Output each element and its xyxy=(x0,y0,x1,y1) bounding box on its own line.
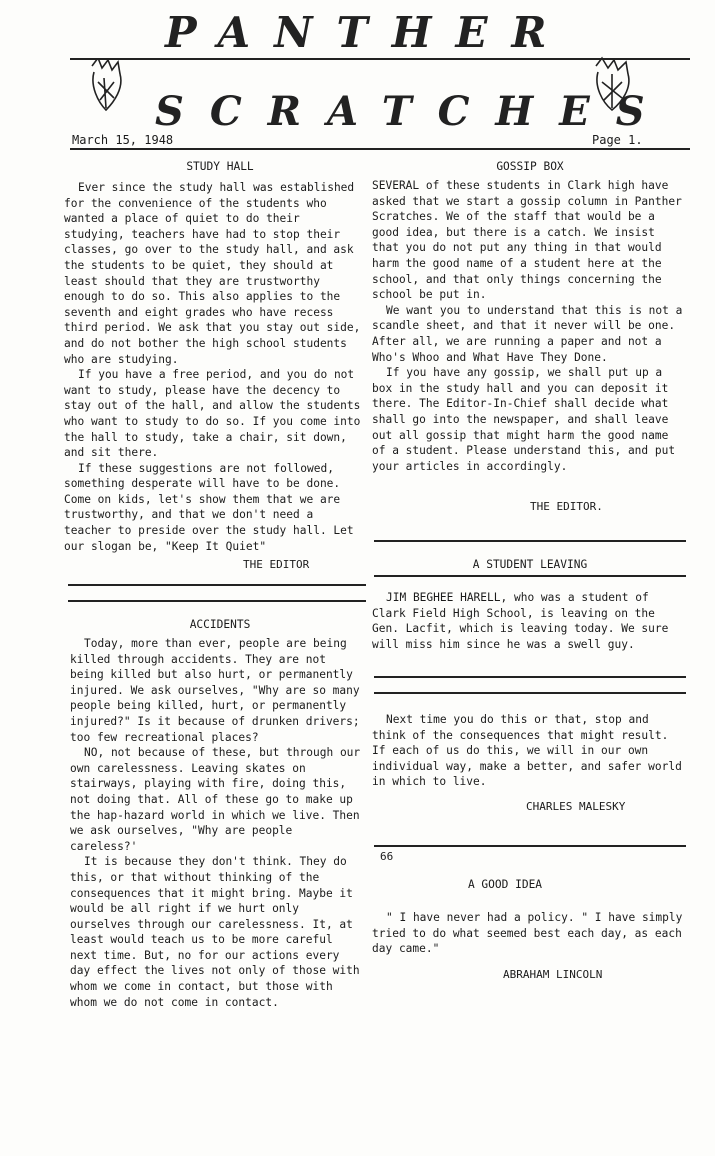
issue-date: March 15, 1948 xyxy=(72,133,174,147)
student-leaving-heading: A STUDENT LEAVING xyxy=(472,558,588,571)
good-idea-signature: ABRAHAM LINCOLN xyxy=(503,968,603,981)
study-hall-heading: STUDY HALL xyxy=(186,160,254,173)
study-hall-paragraph: Ever since the study hall was established for the convenience of the students who wanted a place of quiet to do their studying, teachers have had to stop their classes, go over to the study hall, and ask the students to be quiet, they should at least should that they are trustworthy enough to do so. This also applies to the seventh and eight grades who have recess third period. We ask that you stay out side, and do not bother the high school students who are studying. xyxy=(64,181,361,366)
column-rule xyxy=(374,540,686,542)
page-number: Page 1. xyxy=(592,133,643,147)
column-rule xyxy=(68,584,366,586)
accidents-paragraph: It is because they don't think. They do this, or that without thinking of the consequences that it might bring. Maybe it would be all right if we hurt only ourselves through our carelessness. It, at least would teach us to be more careful next time. But, no for our actions every day effect the lives not only of those with whom we come in contact, but those with whom we do not come in contact. xyxy=(70,855,360,1009)
good-idea-heading: A GOOD IDEA xyxy=(467,878,543,891)
accidents-paragraph: NO, not because of these, but through our own carelessness. Leaving skates on stairways, playing with fire, doing this, not doing that. All of these go to make up the hap-hazard world in which we live. Then we ask ourselves, "Why are people careless?' xyxy=(70,746,361,853)
gossip-box-article xyxy=(372,178,686,474)
gossip-box-paragraph: We want you to understand that this is not a scandle sheet, and that it never will be one. After all, we are running a paper and not a Who's Whoo and What Have They Done. xyxy=(372,303,683,364)
student-leaving-article xyxy=(372,590,686,652)
student-leaving-paragraph: JIM BEGHEE HARELL, who was a student of Clark Field High School, is leaving on the Gen. Lacfit, which is leaving today. We sure will miss him since he was a swell guy. xyxy=(372,591,669,651)
study-hall-paragraph: If you have a free period, and you do not want to study, please have the decency to stay out of the hall, and allow the students who want to study to do so. If you come into the hall to study, take a chair, sit down, and sit there. xyxy=(64,368,361,460)
column-rule xyxy=(374,575,686,577)
study-hall-signature: THE EDITOR xyxy=(243,558,310,571)
gossip-box-heading: GOSSIP BOX xyxy=(496,160,564,173)
next-time-article xyxy=(372,712,686,790)
masthead-title-line2: SCRATCHES xyxy=(155,88,671,135)
column-rule xyxy=(374,692,686,694)
next-time-signature: CHARLES MALESKY xyxy=(526,800,626,813)
gossip-box-paragraph: If you have any gossip, we shall put up a box in the study hall and you can deposit it there. The Editor-In-Chief shall decide what shall go into the newspaper, and shall leave out all gossip that might harm the good name of a student. Please understand this, and put your articles in accordingly. xyxy=(372,366,676,473)
accidents-paragraph: Today, more than ever, people are being killed through accidents. They are not being killed but also hurt, or permanently injured. We ask ourselves, "Why are so many people being killed, hurt, or permanently injured?" Is it because of drunken drivers; too few recreational places? xyxy=(70,637,360,744)
study-hall-article xyxy=(64,180,366,554)
next-time-paragraph: Next time you do this or that, stop and think of the consequences that might result. If each of us do this, we will in our own individual way, make a better, and safer world in which to live. xyxy=(372,713,682,789)
accidents-article xyxy=(70,636,366,1010)
masthead-title-line1: PANTHER xyxy=(165,8,571,57)
study-hall-paragraph: If these suggestions are not followed, something desperate will have to be done. Come on kids, let's show them that we are trustworthy, and that we don't need a teacher to preside over the study hall. Let our slogan be, "Keep It Quiet" xyxy=(64,461,354,553)
masthead-bottom-rule xyxy=(70,148,690,150)
good-idea-paragraph: " I have never had a policy. " I have simply tried to do what seemed best each day, as each day came." xyxy=(372,911,683,956)
accidents-heading: ACCIDENTS xyxy=(189,618,251,631)
column-rule xyxy=(374,676,686,678)
gossip-box-signature: THE EDITOR. xyxy=(530,500,603,513)
page-mark: 66 xyxy=(380,850,394,863)
column-rule xyxy=(374,845,686,847)
column-rule xyxy=(68,600,366,602)
gossip-box-paragraph: SEVERAL of these students in Clark high have asked that we start a gossip column in Panther Scratches. We of the staff that would be a good idea, but there is a catch. We insist that you do not put any thing in that would harm the good name of a student here at the school, and that only things concerning the school be put in. xyxy=(372,179,682,302)
good-idea-article xyxy=(372,910,686,957)
panther-paw-left-icon xyxy=(84,58,134,118)
